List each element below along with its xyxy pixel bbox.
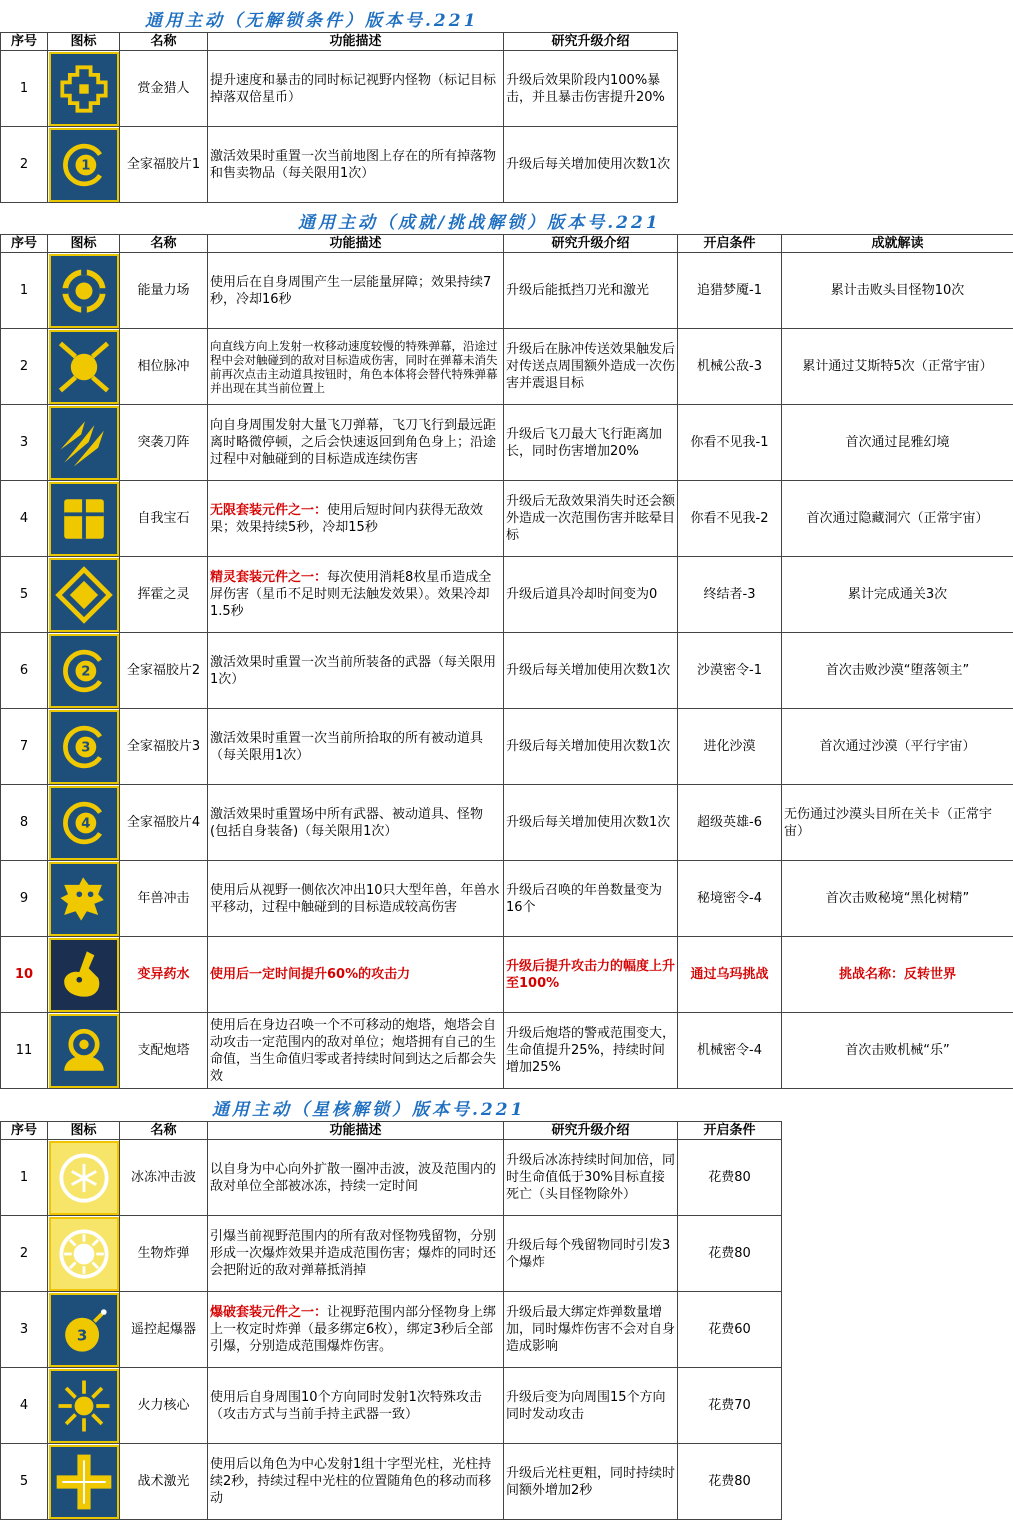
blade-array-icon xyxy=(49,406,119,480)
row-upgrade: 升级后每关增加使用次数1次 xyxy=(504,127,678,203)
bio-bomb-icon xyxy=(49,1217,119,1291)
table-row xyxy=(1,1216,782,1292)
row-achievement: 首次通过昆雅幻境 xyxy=(782,405,1013,481)
row-upgrade: 升级后道具冷却时间变为0 xyxy=(504,557,678,633)
row-upgrade: 升级后冰冻持续时间加倍，同时生命值低于30%目标直接死亡（头目怪物除外） xyxy=(504,1140,678,1216)
row-name: 年兽冲击 xyxy=(120,861,208,937)
table-row xyxy=(1,1013,1013,1089)
row-no: 3 xyxy=(1,1292,48,1368)
section3-title: 通用主动（星核解锁）版本号.221 xyxy=(212,1095,525,1120)
row-condition: 机械公敌-3 xyxy=(678,329,782,405)
table-row xyxy=(1,329,1013,405)
row-desc: 引爆当前视野范围内的所有敌对怪物残留物，分别形成一次爆炸效果并造成范围伤害；爆炸的同时还会把附近的敌对弹幕抵消掉 xyxy=(208,1216,504,1292)
table-row xyxy=(1,557,1013,633)
row-name: 能量力场 xyxy=(120,253,208,329)
family-card-2-icon xyxy=(49,634,119,708)
header-icon: 图标 xyxy=(48,235,120,253)
row-name: 战术激光 xyxy=(120,1444,208,1520)
row-upgrade: 升级后每个残留物同时引发3个爆炸 xyxy=(504,1216,678,1292)
header-name: 名称 xyxy=(120,1122,208,1140)
svg-text:3: 3 xyxy=(76,1326,87,1344)
row-desc: 激活效果时重置一次当前地图上存在的所有掉落物和售卖物品（每关限用1次） xyxy=(208,127,504,203)
fire-core-icon xyxy=(49,1369,119,1443)
table-row xyxy=(1,481,1013,557)
row-achievement: 首次击败沙漠“堕落领主” xyxy=(782,633,1013,709)
row-achievement: 累计通过艾斯特5次（正常宇宙） xyxy=(782,329,1013,405)
table-row xyxy=(1,1140,782,1216)
self-gem-icon xyxy=(49,482,119,556)
row-desc: 每次使用消耗8枚星币造成全屏伤害（星币不足时则无法触发效果）。效果冷却1.5秒 xyxy=(210,570,491,619)
row-achievement: 首次通过隐藏洞穴（正常宇宙） xyxy=(782,481,1013,557)
table-row xyxy=(1,51,678,127)
row-condition: 花费80 xyxy=(678,1140,782,1216)
row-condition: 机械密令-4 xyxy=(678,1013,782,1089)
row-achievement: 累计击败头目怪物10次 xyxy=(782,253,1013,329)
header-no: 序号 xyxy=(1,235,48,253)
table-row xyxy=(1,1292,782,1368)
nian-beast-icon xyxy=(49,862,119,936)
table-header xyxy=(1,33,678,51)
header-no: 序号 xyxy=(1,1122,48,1140)
table-row xyxy=(1,127,678,203)
header-desc: 功能描述 xyxy=(208,1122,504,1140)
family-card-4-icon xyxy=(49,786,119,860)
row-no: 10 xyxy=(1,937,48,1013)
table-row xyxy=(1,709,1013,785)
row-desc: 使用后以角色为中心发射1组十字型光柱，光柱持续2秒，持续过程中光柱的位置随角色的移动而移动 xyxy=(208,1444,504,1520)
row-no: 1 xyxy=(1,253,48,329)
row-upgrade: 升级后每关增加使用次数1次 xyxy=(504,785,678,861)
table-row xyxy=(1,405,1013,481)
svg-text:4: 4 xyxy=(81,816,90,831)
svg-text:1: 1 xyxy=(81,158,90,173)
table-row xyxy=(1,937,1013,1013)
phase-pulse-icon xyxy=(49,330,119,404)
table-row xyxy=(1,253,1013,329)
row-name: 支配炮塔 xyxy=(120,1013,208,1089)
row-name: 自我宝石 xyxy=(120,481,208,557)
row-upgrade: 升级后每关增加使用次数1次 xyxy=(504,633,678,709)
row-condition: 追猎梦魇-1 xyxy=(678,253,782,329)
row-desc: 使用后短时间内获得无敌效果；效果持续5秒，冷却15秒 xyxy=(210,503,483,535)
row-no: 2 xyxy=(1,1216,48,1292)
turret-icon xyxy=(49,1014,119,1088)
row-name: 突袭刀阵 xyxy=(120,405,208,481)
svg-text:2: 2 xyxy=(81,664,90,679)
row-no: 1 xyxy=(1,1140,48,1216)
row-upgrade: 升级后最大绑定炸弹数量增加，同时爆炸伤害不会对自身造成影响 xyxy=(504,1292,678,1368)
energy-field-icon xyxy=(49,254,119,328)
row-condition: 你看不见我-2 xyxy=(678,481,782,557)
table-section1 xyxy=(0,32,678,203)
section1-title: 通用主动（无解锁条件）版本号.221 xyxy=(145,6,478,31)
set-label: 精灵套装元件之一： xyxy=(210,570,327,585)
table-row xyxy=(1,1368,782,1444)
row-condition: 超级英雄-6 xyxy=(678,785,782,861)
row-no: 11 xyxy=(1,1013,48,1089)
row-desc: 向自身周围发射大量飞刀弹幕，飞刀飞行到最远距离时略微停顿，之后会快速返回到角色身上；沿途过程中对触碰到的目标造成连续伤害 xyxy=(208,405,504,481)
row-upgrade: 升级后炮塔的警戒范围变大，生命值提升25%，持续时间增加25% xyxy=(504,1013,678,1089)
header-name: 名称 xyxy=(120,33,208,51)
header-condition: 开启条件 xyxy=(678,235,782,253)
row-desc: 以自身为中心向外扩散一圈冲击波，波及范围内的敌对单位全部被冰冻，持续一定时间 xyxy=(208,1140,504,1216)
row-name: 变异药水 xyxy=(120,937,208,1013)
row-condition: 花费60 xyxy=(678,1292,782,1368)
header-desc: 功能描述 xyxy=(208,33,504,51)
table-row xyxy=(1,1444,782,1520)
row-no: 4 xyxy=(1,1368,48,1444)
row-no: 2 xyxy=(1,329,48,405)
header-condition: 开启条件 xyxy=(678,1122,782,1140)
row-no: 7 xyxy=(1,709,48,785)
table-row xyxy=(1,861,1013,937)
row-no: 9 xyxy=(1,861,48,937)
bounty-hunter-icon xyxy=(49,52,119,126)
family-card-1-icon xyxy=(49,128,119,202)
row-desc: 向直线方向上发射一枚移动速度较慢的特殊弹幕，沿途过程中会对触碰到的敌对目标造成伤害，同时在弹幕未消失前再次点击主动道具按钮时，角色本体将会替代特殊弹幕并出现在其当前位置上 xyxy=(208,329,504,405)
row-condition: 沙漠密令-1 xyxy=(678,633,782,709)
row-desc: 使用后自身周围10个方向同时发射1次特殊攻击（攻击方式与当前手持主武器一致） xyxy=(208,1368,504,1444)
table-header xyxy=(1,1122,782,1140)
section2-title: 通用主动（成就/挑战解锁）版本号.221 xyxy=(298,208,661,233)
set-label: 无限套装元件之一： xyxy=(210,503,327,518)
row-no: 4 xyxy=(1,481,48,557)
row-upgrade: 升级后提升攻击力的幅度上升至100% xyxy=(504,937,678,1013)
row-upgrade: 升级后能抵挡刀光和激光 xyxy=(504,253,678,329)
table-section3 xyxy=(0,1121,782,1520)
header-desc: 功能描述 xyxy=(208,235,504,253)
row-name: 全家福胶片4 xyxy=(120,785,208,861)
header-upgrade: 研究升级介绍 xyxy=(504,1122,678,1140)
row-desc: 激活效果时重置一次当前所装备的武器（每关限用1次） xyxy=(208,633,504,709)
row-desc: 让视野范围内部分怪物身上绑上一枚定时炸弹（最多绑定6枚），绑定3秒后全部引爆，分别造成范围爆炸伤害。 xyxy=(210,1305,496,1354)
header-no: 序号 xyxy=(1,33,48,51)
row-achievement: 首次击败机械“乐” xyxy=(782,1013,1013,1089)
table-header xyxy=(1,235,1013,253)
row-desc: 提升速度和暴击的同时标记视野内怪物（标记目标掉落双倍星币） xyxy=(208,51,504,127)
row-desc: 激活效果时重置场中所有武器、被动道具、怪物(包括自身装备)（每关限用1次） xyxy=(208,785,504,861)
header-upgrade: 研究升级介绍 xyxy=(504,33,678,51)
row-name: 生物炸弹 xyxy=(120,1216,208,1292)
table-section2 xyxy=(0,234,1013,1089)
svg-text:3: 3 xyxy=(81,740,90,755)
row-condition: 花费80 xyxy=(678,1216,782,1292)
row-no: 2 xyxy=(1,127,48,203)
row-name: 相位脉冲 xyxy=(120,329,208,405)
row-condition: 你看不见我-1 xyxy=(678,405,782,481)
remote-bomb-icon xyxy=(49,1293,119,1367)
row-upgrade: 升级后召唤的年兽数量变为16个 xyxy=(504,861,678,937)
row-name: 火力核心 xyxy=(120,1368,208,1444)
row-no: 5 xyxy=(1,1444,48,1520)
row-condition: 通过乌玛挑战 xyxy=(678,937,782,1013)
row-name: 全家福胶片3 xyxy=(120,709,208,785)
row-achievement: 挑战名称：反转世界 xyxy=(782,937,1013,1013)
frost-wave-icon xyxy=(49,1141,119,1215)
row-no: 1 xyxy=(1,51,48,127)
row-achievement: 累计完成通关3次 xyxy=(782,557,1013,633)
set-label: 爆破套装元件之一： xyxy=(210,1305,327,1320)
row-condition: 终结者-3 xyxy=(678,557,782,633)
row-achievement: 无伤通过沙漠头目所在关卡（正常宇宙） xyxy=(782,785,1013,861)
tactical-laser-icon xyxy=(49,1445,119,1519)
row-condition: 秘境密令-4 xyxy=(678,861,782,937)
mutant-potion-icon xyxy=(49,938,119,1012)
header-upgrade: 研究升级介绍 xyxy=(504,235,678,253)
family-card-3-icon xyxy=(49,710,119,784)
row-condition: 花费80 xyxy=(678,1444,782,1520)
header-achievement: 成就解读 xyxy=(782,235,1013,253)
spirit-icon xyxy=(49,558,119,632)
row-upgrade: 升级后飞刀最大飞行距离加长，同时伤害增加20% xyxy=(504,405,678,481)
row-upgrade: 升级后无敌效果消失时还会额外造成一次范围伤害并眩晕目标 xyxy=(504,481,678,557)
row-upgrade: 升级后光柱更粗，同时持续时间额外增加2秒 xyxy=(504,1444,678,1520)
row-desc: 使用后在自身周围产生一层能量屏障；效果持续7秒，冷却16秒 xyxy=(208,253,504,329)
row-upgrade: 升级后变为向周围15个方向同时发动攻击 xyxy=(504,1368,678,1444)
header-icon: 图标 xyxy=(48,1122,120,1140)
row-no: 6 xyxy=(1,633,48,709)
row-condition: 花费70 xyxy=(678,1368,782,1444)
header-icon: 图标 xyxy=(48,33,120,51)
row-desc: 使用后从视野一侧依次冲出10只大型年兽，年兽水平移动，过程中触碰到的目标造成较高伤害 xyxy=(208,861,504,937)
row-desc: 使用后在身边召唤一个不可移动的炮塔，炮塔会自动攻击一定范围内的敌对单位；炮塔拥有自己的生命值，当生命值归零或者持续时间到达之后都会失效 xyxy=(208,1013,504,1089)
row-condition: 进化沙漠 xyxy=(678,709,782,785)
row-desc: 使用后一定时间提升60%的攻击力 xyxy=(208,937,504,1013)
row-achievement: 首次通过沙漠（平行宇宙） xyxy=(782,709,1013,785)
row-no: 5 xyxy=(1,557,48,633)
header-name: 名称 xyxy=(120,235,208,253)
table-row xyxy=(1,785,1013,861)
row-upgrade: 升级后效果阶段内100%暴击，并且暴击伤害提升20% xyxy=(504,51,678,127)
row-name: 赏金猎人 xyxy=(120,51,208,127)
row-name: 挥霍之灵 xyxy=(120,557,208,633)
row-no: 8 xyxy=(1,785,48,861)
row-upgrade: 升级后每关增加使用次数1次 xyxy=(504,709,678,785)
row-name: 遥控起爆器 xyxy=(120,1292,208,1368)
row-upgrade: 升级后在脉冲传送效果触发后对传送点周围额外造成一次伤害并震退目标 xyxy=(504,329,678,405)
row-name: 全家福胶片1 xyxy=(120,127,208,203)
table-row xyxy=(1,633,1013,709)
row-name: 全家福胶片2 xyxy=(120,633,208,709)
row-no: 3 xyxy=(1,405,48,481)
row-name: 冰冻冲击波 xyxy=(120,1140,208,1216)
row-achievement: 首次击败秘境“黑化树精” xyxy=(782,861,1013,937)
row-desc: 激活效果时重置一次当前所拾取的所有被动道具（每关限用1次） xyxy=(208,709,504,785)
